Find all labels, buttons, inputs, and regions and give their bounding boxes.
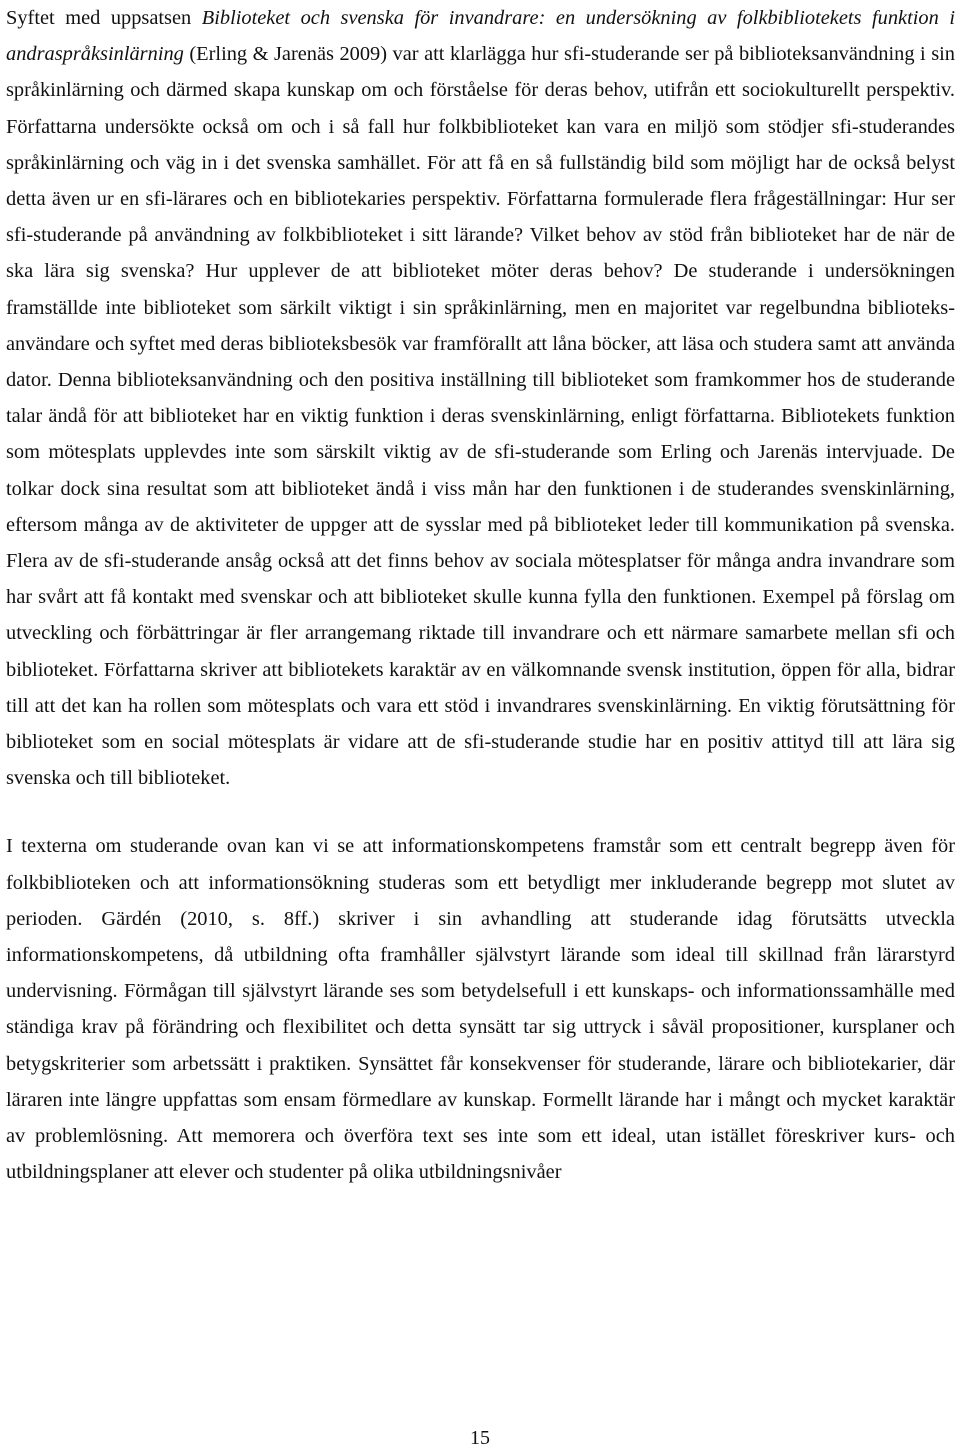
- thesis-title: Biblioteket och svenska för invandrare: en undersökning av folkbibliotekets funktion i andraspråksinlärning: [6, 7, 955, 66]
- paragraph-1-body: (Erling & Jarenäs 2009) var att klarlägga hur sfi-studerande ser på biblioteksanvändning i sin språkinlärning och därmed skapa kunskap om och förståelse för deras behov, utifrån ett sociokulturellt perspektiv. Författarna undersökte också om och i så fall hur folkbiblioteket kan vara en miljö som stödjer sfi-studerandes språkinlärning och väg in i det svenska samhället. För att få en så fullständig bild som möjligt har de också belyst detta även ur en sfi-lärares och en bibliotekaries perspektiv. Författarna formulerade flera frågeställningar: Hur ser sfi-studerande på användning av folkbiblioteket i sitt lärande? Vilket behov av stöd från biblioteket har de när de ska lära sig svenska? Hur upplever de att biblioteket möter deras behov? De studerande i undersökningen framställde inte biblioteket som särkilt viktigt i sin språkinlärning, men en majoritet var regelbundna biblioteks- användare och syftet med deras biblioteksbesök var framförallt att låna böcker, att läsa och studera samt att använda dator. Denna biblioteksanvändning och den positiva inställning till biblioteket som framkommer hos de studerande talar ändå för att biblioteket har en viktig funktion i deras svenskinlärning, enligt författarna. Bibliotekets funktion som mötesplats upplevdes inte som särskilt viktig av de sfi-studerande som Erling och Jarenäs intervjuade. De tolkar dock sina resultat som att biblioteket ändå i viss mån har den funktionen i de studerandes svenskinlärning, eftersom många av de aktiviteter de uppger att de sysslar med på biblioteket leder till kommunikation på svenska. Flera av de sfi-studerande ansåg också att det finns behov av sociala mötesplatser för många andra invandrare som har svårt att få kontakt med svenskar och att biblioteket skulle kunna fylla den funktionen. Exempel på förslag om utveckling och förbättringar är fler arrangemang riktade till invandrare och ett närmare samarbete mellan sfi och biblioteket. Författarna skriver att bibliotekets karaktär av en välkomnande svensk institution, öppen för alla, bidrar till att det kan ha rollen som mötesplats och vara ett stöd i invandrares svenskinlärning. En viktig förutsättning för biblioteket som en social mötesplats är vidare att de sfi-studerande studie har en positiv attityd till att lära sig svenska och till biblioteket.: [6, 43, 955, 790]
- paragraph-1-intro: Syftet med uppsatsen: [6, 7, 202, 29]
- document-page: [6, 0, 955, 1191]
- paragraph-1: [6, 0, 955, 796]
- paragraph-2: I texterna om studerande ovan kan vi se att informationskompetens framstår som ett centralt begrepp även för folkbiblioteken och att informationsökning studeras som ett betydligt mer inkluderande begrepp mot slutet av perioden. Gärdén (2010, s. 8ff.) skriver i sin avhandling att studerande idag förutsätts utveckla informationskompetens, då utbildning ofta framhåller självstyrt lärande som ideal till skillnad från lärarstyrd undervisning. Förmågan till självstyrt lärande ses som betydelsefull i ett kunskaps- och informationssamhälle med ständiga krav på förändring och flexibilitet och detta synsätt tar sig uttryck i såväl propositioner, kursplaner och betygskriterier som arbetssätt i praktiken. Synsättet får konsekvenser för studerande, lärare och bibliotekarier, där läraren inte längre uppfattas som ensam förmedlare av kunskap. Formellt lärande har i mångt och mycket karaktär av problemlösning. Att memorera och överföra text ses inte som ett ideal, utan istället föreskriver kurs- och utbildningsplaner att elever och studenter på olika utbildningsnivåer: [6, 835, 955, 1184]
- page-number: 15: [470, 1427, 490, 1449]
